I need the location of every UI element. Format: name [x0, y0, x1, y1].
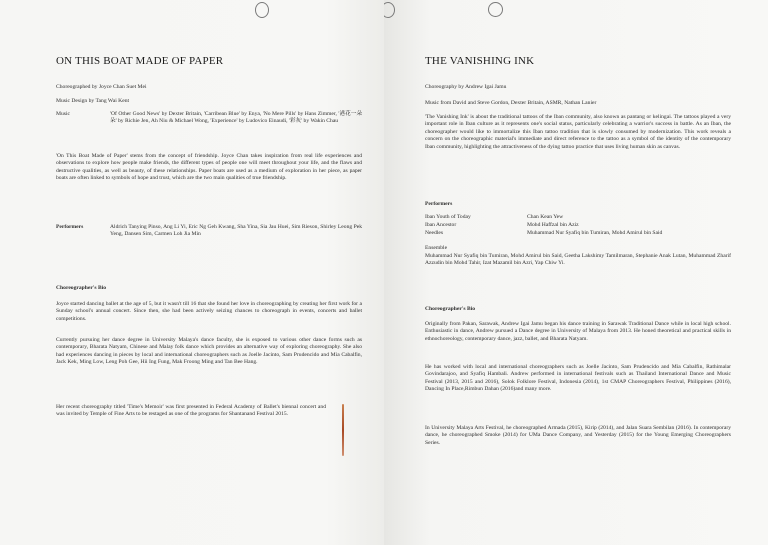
bio-paragraph-2-left: Currently pursuing her dance degree in University Malaya's dance faculty, she is exposed to various other dance forms such as contemporary, Bharata Natyam, Chinese and Malay folk dance which provides an alternative way of exploring choreography. She also had experiences dancing in pieces by local and international choreographers such as Joelle Jacinto, Sam Prudencido and Mia Cabalfin, Jack Kek, Ming Low, Leng Poh Gee, Hii Ing Fung, Mak Froong Ming and Tan Bee Hang.: [56, 337, 362, 366]
punch-hole: [488, 2, 503, 17]
role-performer: Muhammad Nur Syafiq bin Tumiran, Mohd Amirul bin Said: [527, 230, 663, 236]
performers-list-left: Aldrich Tanying Pinso, Ang Li Yi, Eric Ng Geh Kwang, Sha Yina, Sia Jau Huei, Sim Rieson, Shirley Leong Pek Yeng, Dansen Sim, Carmen Loh Jia Min: [110, 224, 362, 238]
bio-paragraph-3-right: In University Malaya Arts Festival, he choreographed Armada (2015), Kirip (2014), and Jalan Suara Sembilan (2016). In contemporary dance, he choreographed Smoke (2014) for UMa Dance Company, and Yesterday (2015) for the Young Emerging Choreographers Series.: [425, 425, 731, 446]
punch-hole: [384, 2, 395, 18]
role-label: Iban Youth of Today: [425, 214, 471, 220]
bio-heading-left: Choreographer's Bio: [56, 285, 107, 291]
description-left: 'On This Boat Made of Paper' stems from the concept of friendship. Joyce Chan takes inspiration from real life experiences and observations to explore how people make friends, the different types of people one will meet throughout your life, and the flaws and destructive qualities, as well as beauty, of these relationships. Paper boats are used as a medium of exploration in her piece, as paper boats are often linked to symbols of hope and trust, which are the two main qualities of true friendship.: [56, 153, 362, 182]
bio-paragraph-1-right: Originally from Pakan, Sarawak, Andrew Igai Jamu began his dance training in Sarawak Traditional Dance while in local high school. Enthusiastic in dance, Andrew pursued a Dance degree in University of Malaya from 2013. He honed theoretical and practical skills in ethnochoreology, contemporary dance, jazz, ballet, and Bharata Natyam.: [425, 321, 731, 342]
performers-label-left: Performers: [56, 224, 84, 230]
ensemble-label: Ensemble: [425, 245, 448, 251]
punch-hole: [255, 2, 269, 18]
page-title-right: THE VANISHING INK: [425, 55, 535, 67]
right-page: [384, 0, 768, 545]
description-right: 'The Vanishing Ink' is about the traditional tattoos of the Iban community, also known as pantang or kelingai. The tattoos played a very important role in Iban culture as it represents one's social status, particularly celebrating a warrior's success in battle. As an Iban, the choreographer would like to immortalize this Iban tattoo tradition that is slowly consumed by modernization. This work reveals a concern on the choreographic material's immediate and direct reference to the tattoo as a symbol of the identity of the contemporary Iban community, highlighting the attractiveness of the dying tattoo practice that uses living human skin as canvas.: [425, 114, 731, 150]
performers-heading-right: Performers: [425, 201, 453, 207]
bio-paragraph-3-left: Her recent choreography titled 'Time's Memoir' was first presented in Federal Academy of Ballet's biennal concert and was invited by Temple of Fine Arts to be restaged as one of the programs for Shantanand Festival 2015.: [56, 404, 326, 418]
music-list: 'Of Other Good News' by Dexter Britain, 'Carribean Blue' by Enya, 'No Mere Pills' by Hans Zimmer, '港花一朵朵' by Richie Jen, Ah Niu & Michael Wong, 'Experience' by Ludovico Einaudi, '彩灰' by Wakin Chau: [110, 111, 362, 125]
music-design-credit: Music Design by Tang Wai Kent: [56, 98, 130, 104]
bio-paragraph-1-left: Joyce started dancing ballet at the age of 5, but it wasn't till 16 that she found her love in choreographing by creating her first work for a Sunday school's annual concert. Since then, she had been actively seizing chances to choreograph in events, concerts and ballet competitions.: [56, 301, 362, 322]
role-performer: Mohd Haffzal bin Aziz: [527, 222, 579, 228]
page-title-left: ON THIS BOAT MADE OF PAPER: [56, 55, 224, 67]
music-label: Music: [56, 111, 70, 117]
choreography-credit-left: Choreographed by Joyce Chan Suet Mei: [56, 84, 147, 90]
bio-heading-right: Choreographer's Bio: [425, 306, 476, 312]
ink-mark: [342, 404, 344, 456]
bio-paragraph-2-right: He has worked with local and international choreographers such as Joelle Jacinto, Sam Prudencido and Mia Cabalfin, Rathimalar Govindarajoo, and Syafiq Hambali. Andrew performed in international festivals such as Thailand International Dance and Music Festival (2013, 2015 and 2016), Solok Folklore Festival, Indonesia (2014), 1st CMAP Choreographers Festival, Philippines (2016), Dancing In Place,Rimbun Dahan (2016)and many more.: [425, 364, 731, 393]
choreography-credit-right: Choreography by Andrew Igai Jamu: [425, 84, 507, 90]
ensemble-list: Muhammad Nur Syafiq bin Tumiran, Mohd Amirul bin Said, Geetha Lakshimy Tamilmaran, Stephanie Anak Lutan, Muhammad Zharif Azzudin bin Mohd Tahir, Izat Mazamil bin Azri, Yap Chiw Yi.: [425, 253, 731, 267]
music-credit-right: Music from David and Steve Gordon, Dexter Britain, ASMR, Nathan Lanier: [425, 100, 597, 106]
role-performer: Chan Kean Yew: [527, 214, 564, 220]
role-label: Needles: [425, 230, 444, 236]
role-label: Iban Ancestor: [425, 222, 457, 228]
